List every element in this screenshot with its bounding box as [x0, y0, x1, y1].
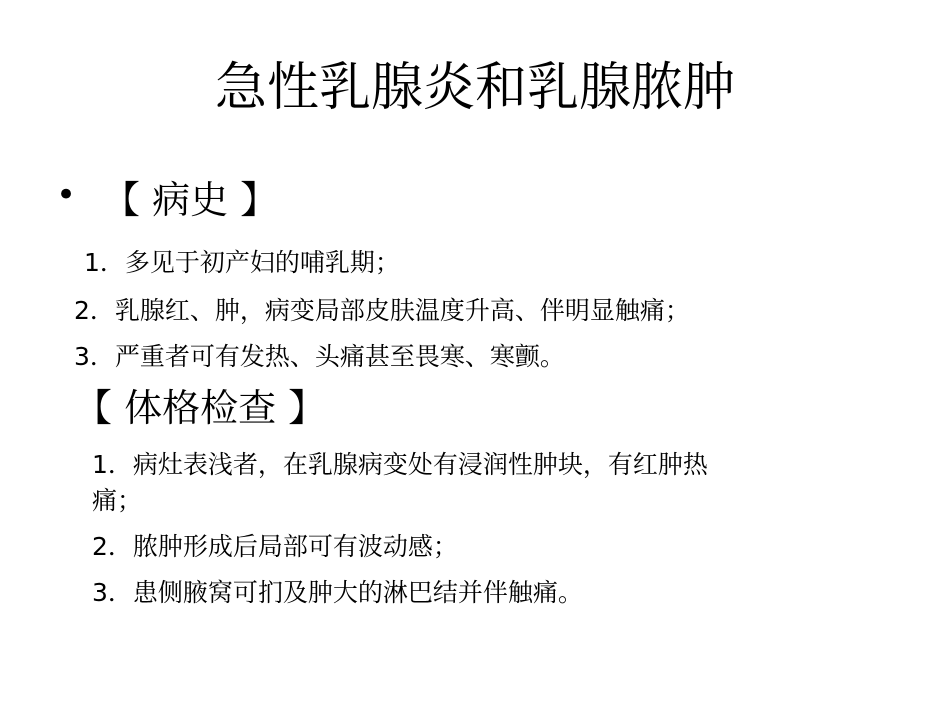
history-item-2: 2．乳腺红、肿，病变局部皮肤温度升高、伴明显触痛；	[74, 296, 690, 325]
history-heading: 【 病史 】	[102, 178, 279, 222]
history-item-1: 1．多见于初产妇的哺乳期；	[84, 248, 400, 277]
exam-item-1-continued: 痛；	[92, 486, 143, 515]
exam-item-3: 3．患侧腋窝可扪及肿大的淋巴结并伴触痛。	[92, 578, 583, 607]
history-item-3: 3．严重者可有发热、头痛甚至畏寒、寒颤。	[74, 342, 565, 371]
exam-item-2: 2．脓肿形成后局部可有波动感；	[92, 532, 458, 561]
slide-title: 急性乳腺炎和乳腺脓肿	[214, 58, 735, 118]
bullet-icon: •	[56, 175, 77, 215]
exam-heading: 【 体格检查 】	[74, 386, 327, 430]
exam-item-1: 1．病灶表浅者，在乳腺病变处有浸润性肿块，有红肿热	[92, 450, 708, 479]
